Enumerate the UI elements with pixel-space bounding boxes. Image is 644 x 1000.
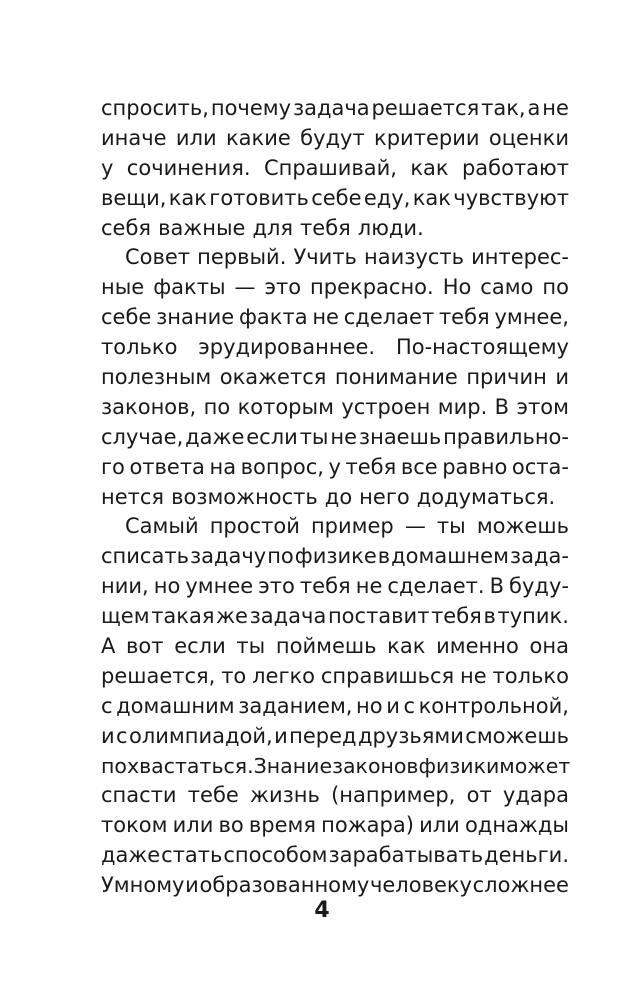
text-line: го ответа на вопрос, у тебя все равно оста- [101, 454, 569, 479]
text-line: полезным окажется понимание причин и [101, 365, 569, 390]
text-line: А вот если ты поймешь как именно она [101, 634, 569, 659]
text-line: себе знание факта не сделает тебя умнее, [101, 305, 569, 330]
text-line: законов, по которым устроен мир. В этом [101, 394, 569, 419]
text-line: и с олимпиадой, и перед друзьями сможешь [101, 723, 569, 748]
body-text [101, 94, 569, 901]
text-line: ные факты — это прекрасно. Но само по [101, 275, 569, 300]
text-line: случае, даже если ты не знаешь правильно- [101, 424, 569, 449]
text-line: даже стать способом зарабатывать деньги. [101, 843, 569, 868]
text-line: спросить, почему задача решается так, а не [101, 96, 569, 120]
text-line: похвастаться. Знание законов физики может [101, 753, 571, 778]
text-line: током или во время пожара) или однажды [101, 813, 569, 838]
text-line: списать задачу по физике в домашнем зада- [101, 544, 569, 569]
text-line: Совет первый. Учить наизусть интерес- [125, 245, 569, 270]
text-line: Самый простой пример — ты можешь [125, 514, 569, 539]
text-line: нии, но умнее это тебя не сделает. В буду- [101, 574, 569, 599]
text-line: решается, то легко справишься не только [101, 663, 569, 688]
text-line: с домашним заданием, но и с контрольной, [101, 693, 569, 718]
text-line: Умному и образованному человеку сложнее [101, 873, 569, 898]
text-line: иначе или какие будут критерии оценки [101, 125, 569, 150]
text-line: спасти тебе жизнь (например, от удара [101, 783, 569, 808]
text-line: себя важные для тебя люди. [101, 215, 424, 240]
text-line: вещи, как готовить себе еду, как чувствуют [101, 185, 569, 210]
page-number: 4 [314, 898, 330, 923]
text-line: нется возможность до него додуматься. [101, 484, 556, 509]
text-line: у сочинения. Спрашивай, как работают [101, 155, 569, 180]
text-line: щем такая же задача поставит тебя в тупик. [101, 604, 569, 629]
text-line: только эрудированнее. По-настоящему [101, 335, 569, 360]
